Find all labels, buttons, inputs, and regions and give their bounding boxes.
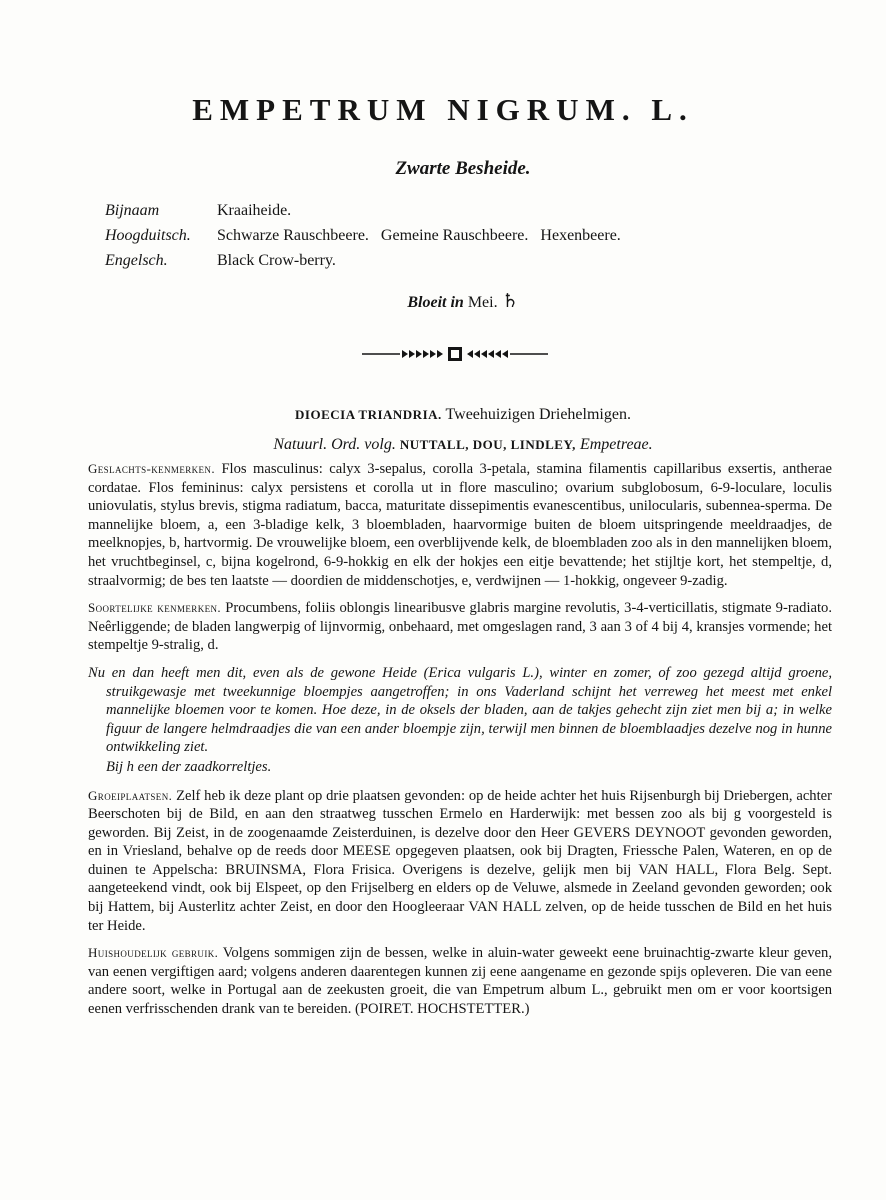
class-latin: DIOECIA TRIANDRIA. <box>295 407 442 422</box>
dutch-name: Zwarte Besheide. <box>395 158 531 179</box>
habitats <box>88 787 832 936</box>
section-heading: Groeiplaatsen. <box>88 787 173 803</box>
name-value: Kraaiheide. <box>217 202 292 219</box>
vernacular-names <box>105 198 621 273</box>
description-body <box>88 460 832 1028</box>
page-title: EMPETRUM NIGRUM. L. <box>192 92 694 127</box>
natural-order <box>0 436 886 454</box>
observation-note: Nu en dan heeft men dit, even als de gewone Heide (Erica vulgaris L.), winter en zomer, of zoo gezegd altijd groene, struikgewasje met tweekunnige bloempjes aangetroffen; in ons Vaderland schijnt het verreweg het meest met enkel mannelijke bloemen voor te komen. Hoe deze, in de oksels der bladen, aan de takjes gehecht zijn ziet men bij a; in welke figuur de langere helmdraadjes die van een ander bloempje zijn, terwijl men binnen de bloemblaadjes dezelve nog in hunne ontwikkeling ziet. <box>88 664 832 756</box>
section-text: Volgens sommigen zijn de bessen, welke in aluin-water geweekt eene bruinachtig-zwarte kleur geven, van eenen vergiftigen aard; volgens anderen daarentegen kunnen zij eene aangename en gezonde spijs opleveren. Die van eene andere soort, welke in Portugal aan de zeekusten groeit, die van Empetrum album L., gebruikt men om er voor koortsigen eenen verfrisschenden drank van te bereiden. (POIRET. HOCHSTETTER.) <box>88 945 832 1018</box>
saturn-symbol-icon: ♄ <box>501 291 519 312</box>
ornament-divider-icon <box>362 344 548 364</box>
class-dutch: Tweehuizigen Driehelmigen. <box>445 406 631 423</box>
section-heading: Huishoudelijk gebruik. <box>88 945 219 961</box>
name-value: Schwarze Rauschbeere. Gemeine Rauschbeere. Hexenbeere. <box>217 227 621 244</box>
section-text: Procumbens, foliis oblongis linearibusve glabris margine revolutis, 3-4-verticillatis, stigmate 9-radiato. Neêrliggende; de bladen langwerpig of lijnvormig, onbehaard, met omgeslagen rand, 3 aan 3 of 4 bij 4, kransjes vormende; het stempeltje 9-stralig, d. <box>88 600 832 654</box>
section-text: Flos masculinus: calyx 3-sepalus, corolla 3-petala, stamina filamentis capillaribus exsertis, antherae cordatae. Flos femininus: calyx persistens et corolla ut in flore masculino; ovarium subglobosum, 6-9-loculare, loculis uniovulatis, stylus brevis, stigma radiatum, bacca, maturitate dissepimentis evanescentibus, unilocularis, subennea-sperma. De mannelijke bloem, a, een 3-bladige kelk, 3 bloembladen, haarvormige buiten de bloem uitspringende meeldraadjes, de meelknopjes, b, hartvormig. De vrouwelijke bloem, een overblijvende kelk, de bloembladen zoo als in den mannelijken bloem, het vruchtbeginsel, c, bijna kogelrond, 6-9-hokkig en elk der hokjes een eitje bevattende; het stijltje kort, het stempeltje, d, straalvormig; de bes ten laatste — doordien de middenschotjes, e, verdwijnen — 1-hokkig, ongeveer 9-zadig. <box>88 461 832 589</box>
name-row-bijnaam <box>105 198 621 223</box>
name-value: Black Crow-berry. <box>217 252 336 269</box>
flowering-month: Mei. <box>467 294 498 311</box>
linnaean-class <box>0 406 886 424</box>
seed-note: Bij h een der zaadkorreltjes. <box>106 758 272 775</box>
name-label: Bijnaam <box>105 202 160 219</box>
household-use <box>88 944 832 1018</box>
order-lead: Natuurl. Ord. volg. <box>273 436 396 453</box>
section-text: Zelf heb ik deze plant op drie plaatsen gevonden: op de heide achter het huis Rijsenburgh bij Driebergen, achter Beerschoten bij de Bild, en aan den straatweg tusschen Ermelo en Harderwijk: met bessen zoo als bij g voorgesteld is geworden. Bij Zeist, in de zoogenaamde Zeisterduinen, is dezelve door den Heer GEVERS DEYNOOT gevonden geworden, en in Vriesland, behalve op de reeds door MEESE opgegeven plaatsen, ook bij Dragten, Friessche Palen, Wateren, en op de duinen te Appelscha: BRUINSMA, Flora Frisica. Overigens is dezelve, gelijk men bij VAN HALL, Flora Belg. Sept. aangeteekend vindt, ook bij Elspeet, op den Frijselberg en elders op de Veluwe, alsmede in Zeeland gevonden geworden; ook bij Hattem, bij Austerlitz achter Zeist, en door den Hoogleeraar VAN HALL zelven, op de heide tusschen de Bild en het huis ter Heide. <box>88 787 832 934</box>
name-row-engelsch <box>105 248 621 273</box>
order-authors: NUTTALL, DOU, LINDLEY, <box>399 437 576 452</box>
name-row-hoogduitsch <box>105 223 621 248</box>
section-heading: Geslachts-kenmerken. <box>88 461 215 476</box>
name-label: Engelsch. <box>105 252 168 269</box>
flowering-label: Bloeit in <box>407 294 464 311</box>
flowering-line <box>0 290 886 313</box>
section-heading: Soortelijke kenmerken. <box>88 600 222 616</box>
species-characters <box>88 599 832 655</box>
genus-characters <box>88 460 832 590</box>
name-label: Hoogduitsch. <box>105 227 191 244</box>
order-family: Empetreae. <box>579 436 653 453</box>
